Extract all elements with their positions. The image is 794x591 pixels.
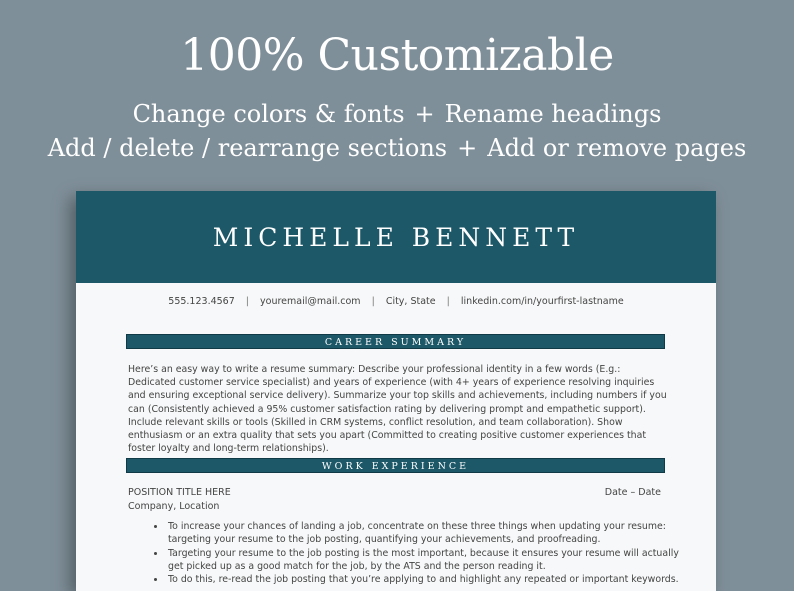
job-bullets: [148, 520, 686, 586]
contact-separator: |: [245, 296, 249, 307]
job-company: Company, Location: [128, 501, 220, 512]
section-heading-career-summary: CAREER SUMMARY: [126, 334, 665, 349]
contact-separator: |: [371, 296, 375, 307]
resume-name: MICHELLE BENNETT: [212, 222, 580, 252]
headline: 100% Customizable: [180, 30, 614, 81]
feature-sections: Add / delete / rearrange sections: [47, 134, 448, 162]
feature-line-2: [0, 134, 794, 162]
plus-separator: +: [457, 134, 478, 162]
list-item: • To do this, re-read the job posting that you’re applying to and highlight any repeated or important keywords.: [166, 573, 686, 586]
career-summary-text: Here’s an easy way to write a resume summary: Describe your professional identity in a few words (E.g.: Dedicated customer service specialist) and years of experience (with 4+ years of experience resolving inquiries and ensuring exceptional service delivery). Summarize your top skills and achievements, including numbers if you can (Consistently achieved a 95% customer satisfaction rating by delivering prompt and empathetic support). Include relevant skills or tools (Skilled in CRM systems, conflict resolution, and team collaboration). Show enthusiasm or an extra quality that sets you apart (Committed to creating positive customer experiences that foster loyalty and long-term relationships).: [128, 364, 667, 455]
feature-rename-headings: Rename headings: [444, 100, 662, 128]
resume-preview: [76, 191, 716, 591]
plus-separator: +: [414, 100, 435, 128]
feature-line-1: [0, 100, 794, 128]
contact-separator: |: [446, 296, 450, 307]
job-dates: Date – Date: [604, 487, 661, 498]
contact-email: youremail@mail.com: [260, 296, 361, 307]
contact-linkedin: linkedin.com/in/yourfirst-lastname: [460, 296, 624, 307]
job-title: POSITION TITLE HERE: [128, 487, 231, 498]
list-item: • To increase your chances of landing a job, concentrate on these three things when updating your resume: targeting your resume to the job posting, quantifying your achievements, and proofreading.: [166, 520, 686, 547]
list-item: • Targeting your resume to the job posting is the most important, because it ensures your resume will actually get picked up as a good match for the job, by the ATS and the person reading it.: [166, 547, 686, 574]
contact-phone: 555.123.4567: [168, 296, 235, 307]
feature-pages: Add or remove pages: [487, 134, 747, 162]
resume-header: [76, 191, 716, 283]
contact-line: [76, 296, 716, 307]
section-heading-work-experience: WORK EXPERIENCE: [126, 458, 665, 473]
contact-location: City, State: [385, 296, 436, 307]
feature-colors-fonts: Change colors & fonts: [132, 100, 405, 128]
